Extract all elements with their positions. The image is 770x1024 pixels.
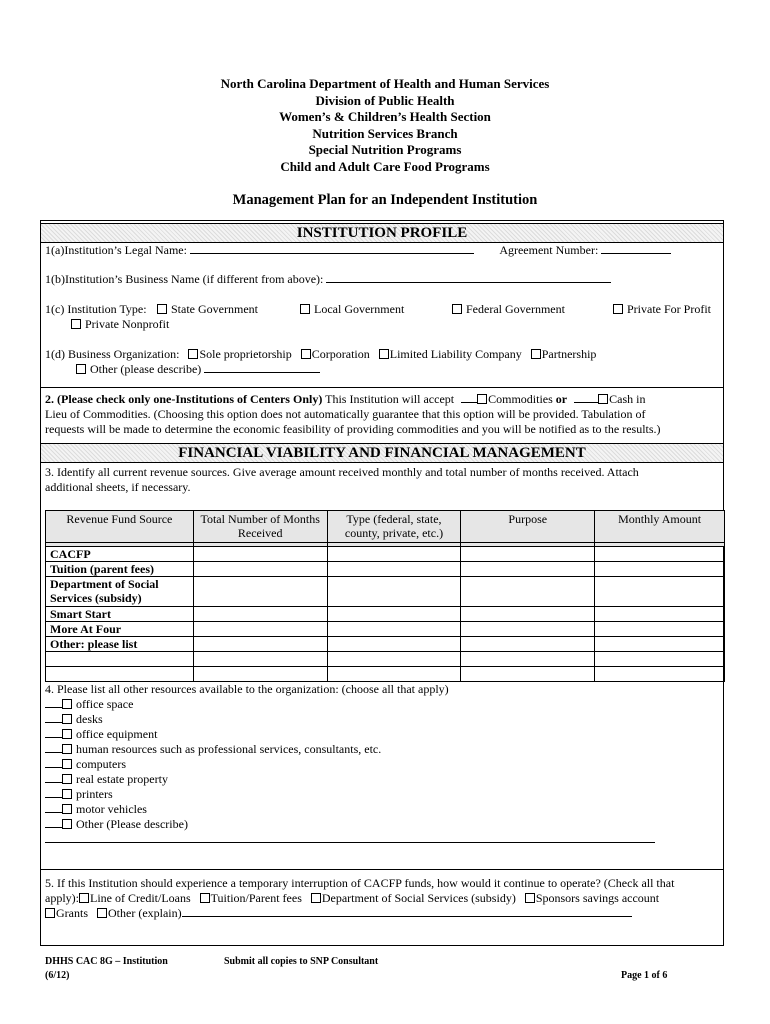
resource-blank[interactable] xyxy=(45,772,62,783)
commodities-blank[interactable] xyxy=(461,392,477,403)
amount-cell[interactable] xyxy=(595,577,725,607)
revenue-source-blank[interactable] xyxy=(46,667,194,682)
resource-item xyxy=(45,757,126,772)
sole-proprietorship-label: Sole proprietorship xyxy=(199,347,292,361)
office-equipment-checkbox[interactable] xyxy=(62,729,72,739)
form-id: DHHS CAC 8G – Institution xyxy=(45,956,168,967)
divider xyxy=(41,387,723,388)
months-cell[interactable] xyxy=(193,622,327,637)
purpose-cell[interactable] xyxy=(461,577,595,607)
resource-item xyxy=(45,787,113,802)
purpose-cell[interactable] xyxy=(461,667,595,682)
revenue-source-other: Other: please list xyxy=(46,637,194,652)
months-cell[interactable] xyxy=(193,607,327,622)
grants-checkbox[interactable] xyxy=(45,908,55,918)
resource-item xyxy=(45,742,381,757)
revenue-source-blank[interactable] xyxy=(46,652,194,667)
cash-checkbox[interactable] xyxy=(598,394,608,404)
agreement-number-label: Agreement Number: xyxy=(499,243,599,257)
purpose-cell[interactable] xyxy=(461,637,595,652)
business-name-label: 1(b)Institution’s Business Name (if different from above): xyxy=(45,272,324,286)
purpose-cell[interactable] xyxy=(461,547,595,562)
type-cell[interactable] xyxy=(327,547,461,562)
business-name-row xyxy=(45,272,611,287)
revenue-table xyxy=(45,510,725,682)
other-resource-field[interactable] xyxy=(45,842,655,843)
purpose-cell[interactable] xyxy=(461,607,595,622)
amount-cell[interactable] xyxy=(595,607,725,622)
computers-checkbox[interactable] xyxy=(62,759,72,769)
other-resource-label: Other (Please describe) xyxy=(76,817,188,831)
other-explain-checkbox[interactable] xyxy=(97,908,107,918)
computers-label: computers xyxy=(76,757,126,771)
federal-government-checkbox[interactable] xyxy=(452,304,462,314)
office-space-checkbox[interactable] xyxy=(62,699,72,709)
type-cell[interactable] xyxy=(327,667,461,682)
local-government-label: Local Government xyxy=(314,302,405,316)
business-organization-row xyxy=(45,347,596,362)
form-date: (6/12) xyxy=(45,970,70,981)
tuition-fees-checkbox[interactable] xyxy=(200,893,210,903)
months-cell[interactable] xyxy=(193,667,327,682)
amount-cell[interactable] xyxy=(595,667,725,682)
type-cell[interactable] xyxy=(327,637,461,652)
q3-line-2: additional sheets, if necessary. xyxy=(45,480,191,494)
revenue-source-tuition: Tuition (parent fees) xyxy=(46,562,194,577)
desks-label: desks xyxy=(76,712,103,726)
months-cell[interactable] xyxy=(193,562,327,577)
resource-item xyxy=(45,712,103,727)
partnership-checkbox[interactable] xyxy=(531,349,541,359)
partnership-label: Partnership xyxy=(541,347,597,361)
real-estate-checkbox[interactable] xyxy=(62,774,72,784)
q2-text: This Institution will accept xyxy=(325,392,455,406)
q2-bold-text: (Please check only one-Institutions of Centers Only) xyxy=(57,392,323,406)
amount-cell[interactable] xyxy=(595,562,725,577)
header-line-3: Women’s & Children’s Health Section xyxy=(279,109,491,124)
page-number: Page 1 of 6 xyxy=(621,970,668,981)
dss-subsidy-label: Department of Social Services (subsidy) xyxy=(321,891,516,905)
amount-cell[interactable] xyxy=(595,622,725,637)
header-line-6: Child and Adult Care Food Programs xyxy=(280,158,490,174)
question-4-label: 4. Please list all other resources available to the organization: (choose all that apply) xyxy=(45,682,449,696)
amount-cell[interactable] xyxy=(595,652,725,667)
llc-label: Limited Liability Company xyxy=(389,347,522,361)
agreement-number-field[interactable] xyxy=(601,243,671,254)
state-government-label: State Government xyxy=(171,302,258,316)
divider xyxy=(41,869,723,870)
institution-profile-heading: INSTITUTION PROFILE xyxy=(41,223,723,243)
resource-blank[interactable] xyxy=(45,742,62,753)
purpose-cell[interactable] xyxy=(461,562,595,577)
cash-label: Cash in xyxy=(609,392,646,406)
header-monthly-amount: Monthly Amount xyxy=(595,511,725,543)
table-row xyxy=(46,622,725,637)
printers-label: printers xyxy=(76,787,113,801)
header-type: Type (federal, state, county, private, etc.) xyxy=(327,511,461,543)
legal-name-field[interactable] xyxy=(190,243,474,254)
type-cell[interactable] xyxy=(327,577,461,607)
revenue-source-dss: Department of Social Services (subsidy) xyxy=(46,577,194,607)
header-revenue-fund-source: Revenue Fund Source xyxy=(46,511,194,543)
sponsors-savings-label: Sponsors savings account xyxy=(535,891,660,905)
header-line-1: North Carolina Department of Health and Human Services xyxy=(220,76,550,91)
institution-type-row xyxy=(45,302,147,317)
table-row xyxy=(46,547,725,562)
commodities-label: Commodities xyxy=(488,392,553,406)
commodities-checkbox[interactable] xyxy=(477,394,487,404)
table-row xyxy=(46,562,725,577)
legal-name-label: 1(a)Institution’s Legal Name: xyxy=(45,243,187,257)
real-estate-label: real estate property xyxy=(76,772,168,786)
months-cell[interactable] xyxy=(193,547,327,562)
other-organization-field[interactable] xyxy=(204,362,320,373)
resource-blank[interactable] xyxy=(45,787,62,798)
line-of-credit-checkbox[interactable] xyxy=(79,893,89,903)
header-purpose: Purpose xyxy=(461,511,595,543)
resource-blank[interactable] xyxy=(45,727,62,738)
q5-line-1: 5. If this Institution should experience a temporary interruption of CACFP funds, how would it continue to operate? (Check all that xyxy=(45,876,675,890)
other-organization-checkbox[interactable] xyxy=(76,364,86,374)
revenue-table-header xyxy=(46,511,725,543)
grants-label: Grants xyxy=(56,906,88,920)
legal-name-row xyxy=(45,243,671,258)
financial-heading: FINANCIAL VIABILITY AND FINANCIAL MANAGEMENT xyxy=(41,443,723,463)
months-cell[interactable] xyxy=(193,652,327,667)
llc-checkbox[interactable] xyxy=(379,349,389,359)
amount-cell[interactable] xyxy=(595,637,725,652)
other-explain-label: Other (explain) xyxy=(108,906,182,920)
resource-blank[interactable] xyxy=(45,712,62,723)
other-organization-label: Other (please describe) xyxy=(90,362,202,376)
months-cell[interactable] xyxy=(193,577,327,607)
resource-blank[interactable] xyxy=(45,757,62,768)
institution-type-label: 1(c) Institution Type: xyxy=(45,302,147,316)
cash-blank[interactable] xyxy=(574,392,598,403)
line-of-credit-label: Line of Credit/Loans xyxy=(90,891,191,905)
revenue-source-cacfp: CACFP xyxy=(46,547,194,562)
q3-line-1: 3. Identify all current revenue sources. Give average amount received monthly and total number of months received. Attach xyxy=(45,465,639,479)
type-cell[interactable] xyxy=(327,562,461,577)
table-row xyxy=(46,652,725,667)
human-resources-label: human resources such as professional services, consultants, etc. xyxy=(76,742,382,756)
table-row xyxy=(46,607,725,622)
agency-header xyxy=(0,76,770,175)
type-cell[interactable] xyxy=(327,652,461,667)
form-title: Management Plan for an Independent Institution xyxy=(232,192,538,208)
federal-government-label: Federal Government xyxy=(466,302,565,316)
q2-number: 2. xyxy=(45,392,54,406)
local-government-checkbox[interactable] xyxy=(300,304,310,314)
printers-checkbox[interactable] xyxy=(62,789,72,799)
purpose-cell[interactable] xyxy=(461,652,595,667)
purpose-cell[interactable] xyxy=(461,622,595,637)
resource-blank[interactable] xyxy=(45,697,62,708)
business-name-field[interactable] xyxy=(326,272,611,283)
dss-subsidy-checkbox[interactable] xyxy=(311,893,321,903)
tuition-fees-label: Tuition/Parent fees xyxy=(210,891,302,905)
sole-proprietorship-checkbox[interactable] xyxy=(188,349,198,359)
amount-cell[interactable] xyxy=(595,547,725,562)
motor-vehicles-checkbox[interactable] xyxy=(62,804,72,814)
other-resource-checkbox[interactable] xyxy=(62,819,72,829)
revenue-source-more-at-four: More At Four xyxy=(46,622,194,637)
header-total-months: Total Number of Months Received xyxy=(193,511,327,543)
resource-blank[interactable] xyxy=(45,817,62,828)
question-3 xyxy=(45,465,721,495)
sponsors-savings-checkbox[interactable] xyxy=(525,893,535,903)
other-explain-field[interactable] xyxy=(182,906,632,917)
table-row xyxy=(46,667,725,682)
q2-or: or xyxy=(555,392,568,406)
corporation-label: Corporation xyxy=(311,347,370,361)
corporation-checkbox[interactable] xyxy=(301,349,311,359)
header-line-2: Division of Public Health xyxy=(315,92,455,108)
header-line-5: Special Nutrition Programs xyxy=(308,142,462,157)
type-cell[interactable] xyxy=(327,607,461,622)
private-nonprofit-label: Private Nonprofit xyxy=(85,317,170,331)
q5-apply: apply): xyxy=(45,891,79,905)
private-nonprofit-checkbox[interactable] xyxy=(71,319,81,329)
type-cell[interactable] xyxy=(327,622,461,637)
private-for-profit-checkbox[interactable] xyxy=(613,304,623,314)
resource-item xyxy=(45,697,133,712)
resource-item xyxy=(45,802,147,817)
submit-note: Submit all copies to SNP Consultant xyxy=(224,956,379,967)
private-for-profit-label: Private For Profit xyxy=(627,302,711,316)
motor-vehicles-label: motor vehicles xyxy=(76,802,147,816)
resource-item xyxy=(45,727,157,742)
question-2 xyxy=(45,392,721,437)
office-equipment-label: office equipment xyxy=(76,727,158,741)
office-space-label: office space xyxy=(76,697,134,711)
table-row xyxy=(46,637,725,652)
state-government-checkbox[interactable] xyxy=(157,304,167,314)
q2-line-3: requests will be made to determine the economic feasibility of providing commodities and you will be notified as to the results.) xyxy=(45,422,661,436)
human-resources-checkbox[interactable] xyxy=(62,744,72,754)
header-line-4: Nutrition Services Branch xyxy=(312,125,458,141)
q2-line-2: Lieu of Commodities. (Choosing this option does not automatically guarantee that this option will be provided. Tabulation of xyxy=(45,407,646,421)
revenue-source-smart-start: Smart Start xyxy=(46,607,194,622)
desks-checkbox[interactable] xyxy=(62,714,72,724)
months-cell[interactable] xyxy=(193,637,327,652)
table-row xyxy=(46,577,725,607)
resource-blank[interactable] xyxy=(45,802,62,813)
resource-item xyxy=(45,772,168,787)
resource-item xyxy=(45,817,188,832)
business-organization-label: 1(d) Business Organization: xyxy=(45,347,180,361)
question-5 xyxy=(45,876,721,921)
